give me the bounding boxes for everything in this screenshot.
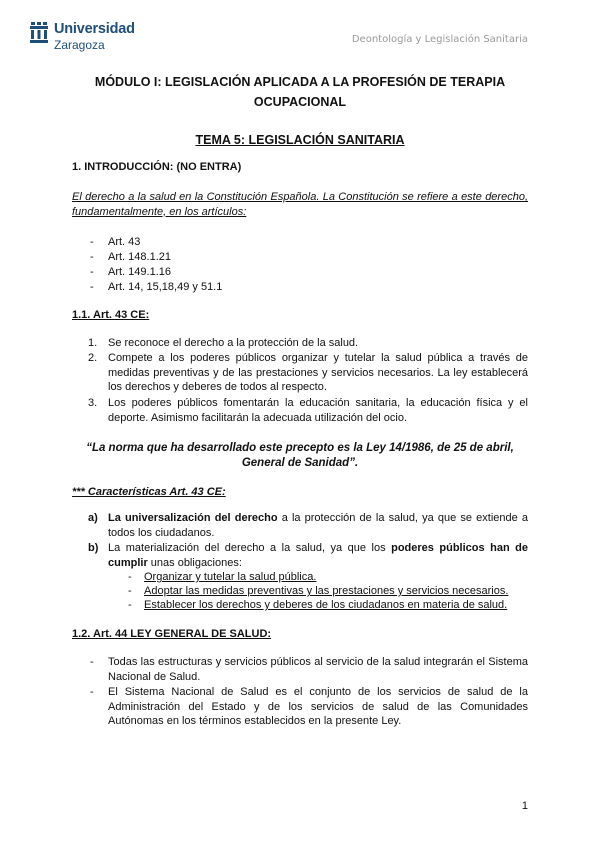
obligation-item: Establecer los derechos y deberes de los ciudadanos en materia de salud. <box>144 599 508 611</box>
caracteristica-b-bold: poderes públicos han de cumplir <box>108 542 529 569</box>
sub-dash: - <box>128 585 132 597</box>
university-crest-icon <box>30 22 48 44</box>
quote-line1: “La norma que ha desarrollado este precepto es la Ley 14/1986, de 25 de abril, <box>86 442 514 454</box>
list-letter: b) <box>88 542 99 554</box>
article-item: - <box>90 251 94 263</box>
module-title-line1: MÓDULO I: LEGISLACIÓN APLICADA A LA PROFESIÓN DE TERAPIA <box>94 75 506 89</box>
caracteristica-b-pre: La materialización del derecho a la salud, ya que los <box>108 542 392 554</box>
list-number: 2. <box>88 352 98 364</box>
s11-item-3: Los poderes públicos fomentarán la educación sanitaria, la educación física y el deporte. Asimismo facilitarán la adecuada utilización del ocio. <box>108 397 528 424</box>
article-item-text: Art. 149.1.16 <box>108 266 171 278</box>
article-item: - <box>90 266 94 278</box>
list-number: 1. <box>88 337 98 349</box>
list-dash: - <box>90 686 94 698</box>
page-number: 1 <box>521 800 528 812</box>
list-dash: - <box>90 656 94 668</box>
list-letter: a) <box>88 512 98 524</box>
article-item: - <box>90 236 94 248</box>
logo-university-text: Universidad <box>54 21 135 37</box>
caracteristica-a-rest: a la protección de la salud, ya que se extiende a todos los ciudadanos. <box>108 512 528 539</box>
article-item: - <box>90 281 94 293</box>
sub-dash: - <box>128 599 132 611</box>
caracteristica-b-rest: unas obligaciones: <box>147 556 242 569</box>
s12-item-2: El Sistema Nacional de Salud es el conjunto de los servicios de salud de la Administración del Estado y de los servicios de salud de las Comunidades Autónomas en los términos establecidos en la presente Ley. <box>108 686 528 728</box>
list-number: 3. <box>88 397 98 409</box>
s11-item-2: Compete a los poderes públicos organizar y tutelar la salud pública a través de medidas preventivas y de las prestaciones y servicios necesarios. La ley establecerá los derechos y deberes de todos al respecto. <box>108 352 528 394</box>
caracteristica-b <box>108 541 528 570</box>
article-item-text: Art. 14, 15,18,49 y 51.1 <box>108 281 223 293</box>
intro-heading: 1. INTRODUCCIÓN: (NO ENTRA) <box>72 161 242 173</box>
tema-title: TEMA 5: LEGISLACIÓN SANITARIA <box>195 133 405 147</box>
s12-item-1: Todas las estructuras y servicios públicos al servicio de la salud integrarán el Sistema Nacional de Salud. <box>108 656 528 683</box>
university-logo <box>30 22 135 51</box>
obligation-item: Adoptar las medidas preventivas y las prestaciones y servicios necesarios. <box>144 585 509 597</box>
article-item-text: Art. 148.1.21 <box>108 251 171 263</box>
header-course-title: Deontología y Legislación Sanitaria <box>351 34 528 45</box>
intro-paragraph: El derecho a la salud en la Constitución Española. La Constitución se refiere a este derecho, fundamentalmente, en los artículos: <box>72 191 528 218</box>
caracteristicas-heading: *** Características Art. 43 CE: <box>72 486 226 498</box>
caracteristica-a <box>108 511 528 540</box>
module-title-line2: OCUPACIONAL <box>253 95 347 109</box>
obligation-item: Organizar y tutelar la salud pública. <box>144 571 317 583</box>
section-1-2-heading: 1.2. Art. 44 LEY GENERAL DE SALUD: <box>72 628 272 640</box>
logo-zaragoza-text: Zaragoza <box>54 37 105 52</box>
s11-item-1: Se reconoce el derecho a la protección de la salud. <box>108 337 359 349</box>
caracteristica-a-bold: La universalización del derecho <box>108 512 278 524</box>
sub-dash: - <box>128 571 132 583</box>
quote-line2: General de Sanidad”. <box>241 457 359 469</box>
section-1-1-heading: 1.1. Art. 43 CE: <box>72 309 150 321</box>
article-item-text: Art. 43 <box>108 236 141 248</box>
